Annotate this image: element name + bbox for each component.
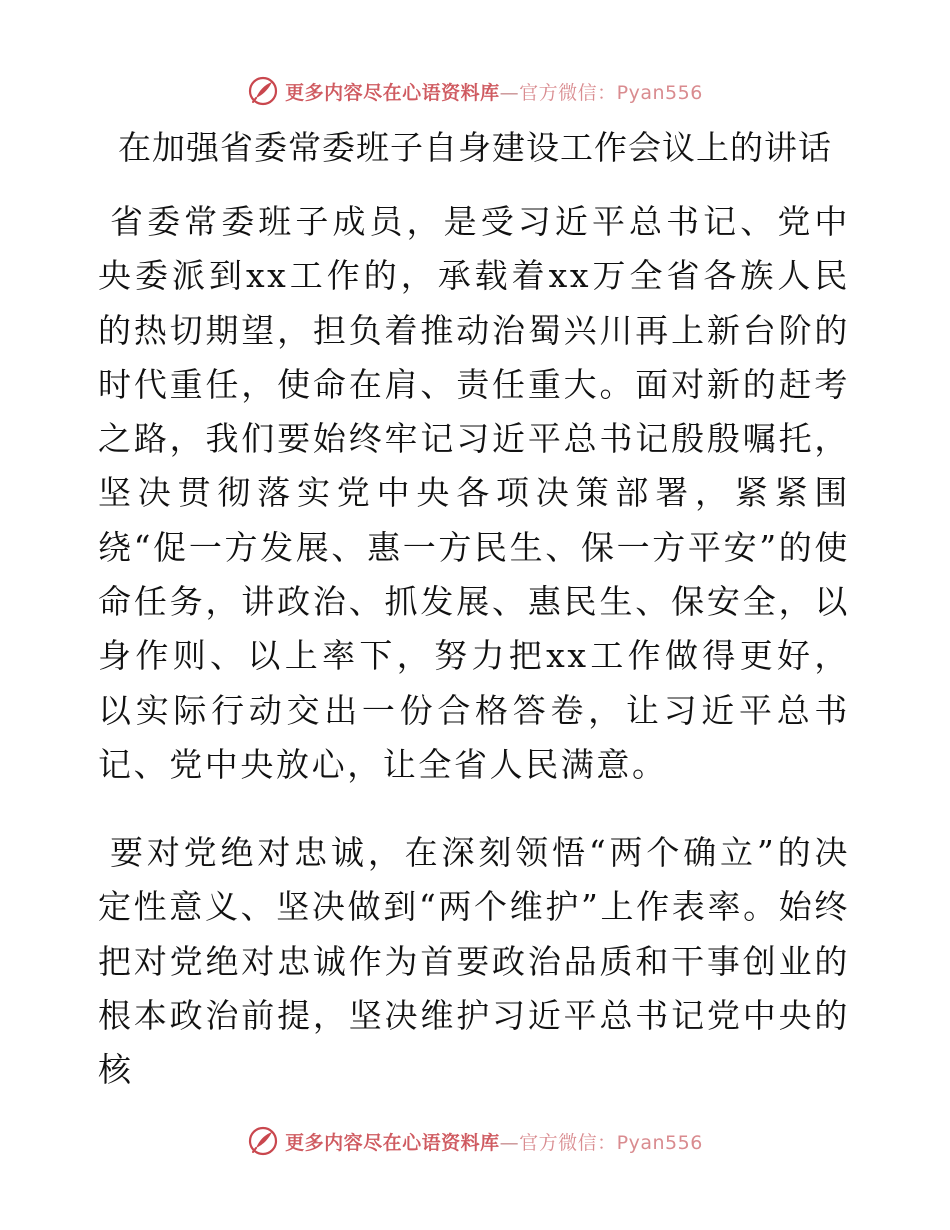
watermark-wechat: 官方微信：Pyan556: [519, 1131, 703, 1154]
watermark-text: [285, 78, 703, 105]
watermark-lead: 更多内容尽在心语资料库: [285, 1131, 500, 1154]
quill-pen-logo-icon: [247, 75, 279, 107]
watermark-separator: —: [499, 1131, 520, 1154]
watermark-text: [285, 1128, 703, 1155]
footer-watermark: [0, 1121, 950, 1161]
paragraph-2: 要对党绝对忠诚，在深刻领悟“两个确立”的决定性意义、坚决做到“两个维护”上作表率。始终把对党绝对忠诚作为首要政治品质和干事创业的根本政治前提，坚决维护习近平总书记党中央的核: [98, 833, 850, 1090]
watermark-lead: 更多内容尽在心语资料库: [285, 81, 500, 104]
watermark-separator: —: [499, 81, 520, 104]
quill-pen-logo-icon: [247, 1125, 279, 1157]
watermark-wechat: 官方微信：Pyan556: [519, 81, 703, 104]
document-title: 在加强省委常委班子自身建设工作会议上的讲话: [118, 128, 832, 167]
header-watermark: [0, 71, 950, 111]
paragraph-1: 省委常委班子成员，是受习近平总书记、党中央委派到xx工作的，承载着xx万全省各族人民的热切期望，担负着推动治蜀兴川再上新台阶的时代重任，使命在肩、责任重大。面对新的赶考之路，我们要始终牢记习近平总书记殷殷嘱托，坚决贯彻落实党中央各项决策部署，紧紧围绕“促一方发展、惠一方民生、保一方平安”的使命任务，讲政治、抓发展、惠民生、保安全，以身作则、以上率下，努力把xx工作做得更好，以实际行动交出一份合格答卷，让习近平总书记、党中央放心，让全省人民满意。: [98, 202, 850, 784]
